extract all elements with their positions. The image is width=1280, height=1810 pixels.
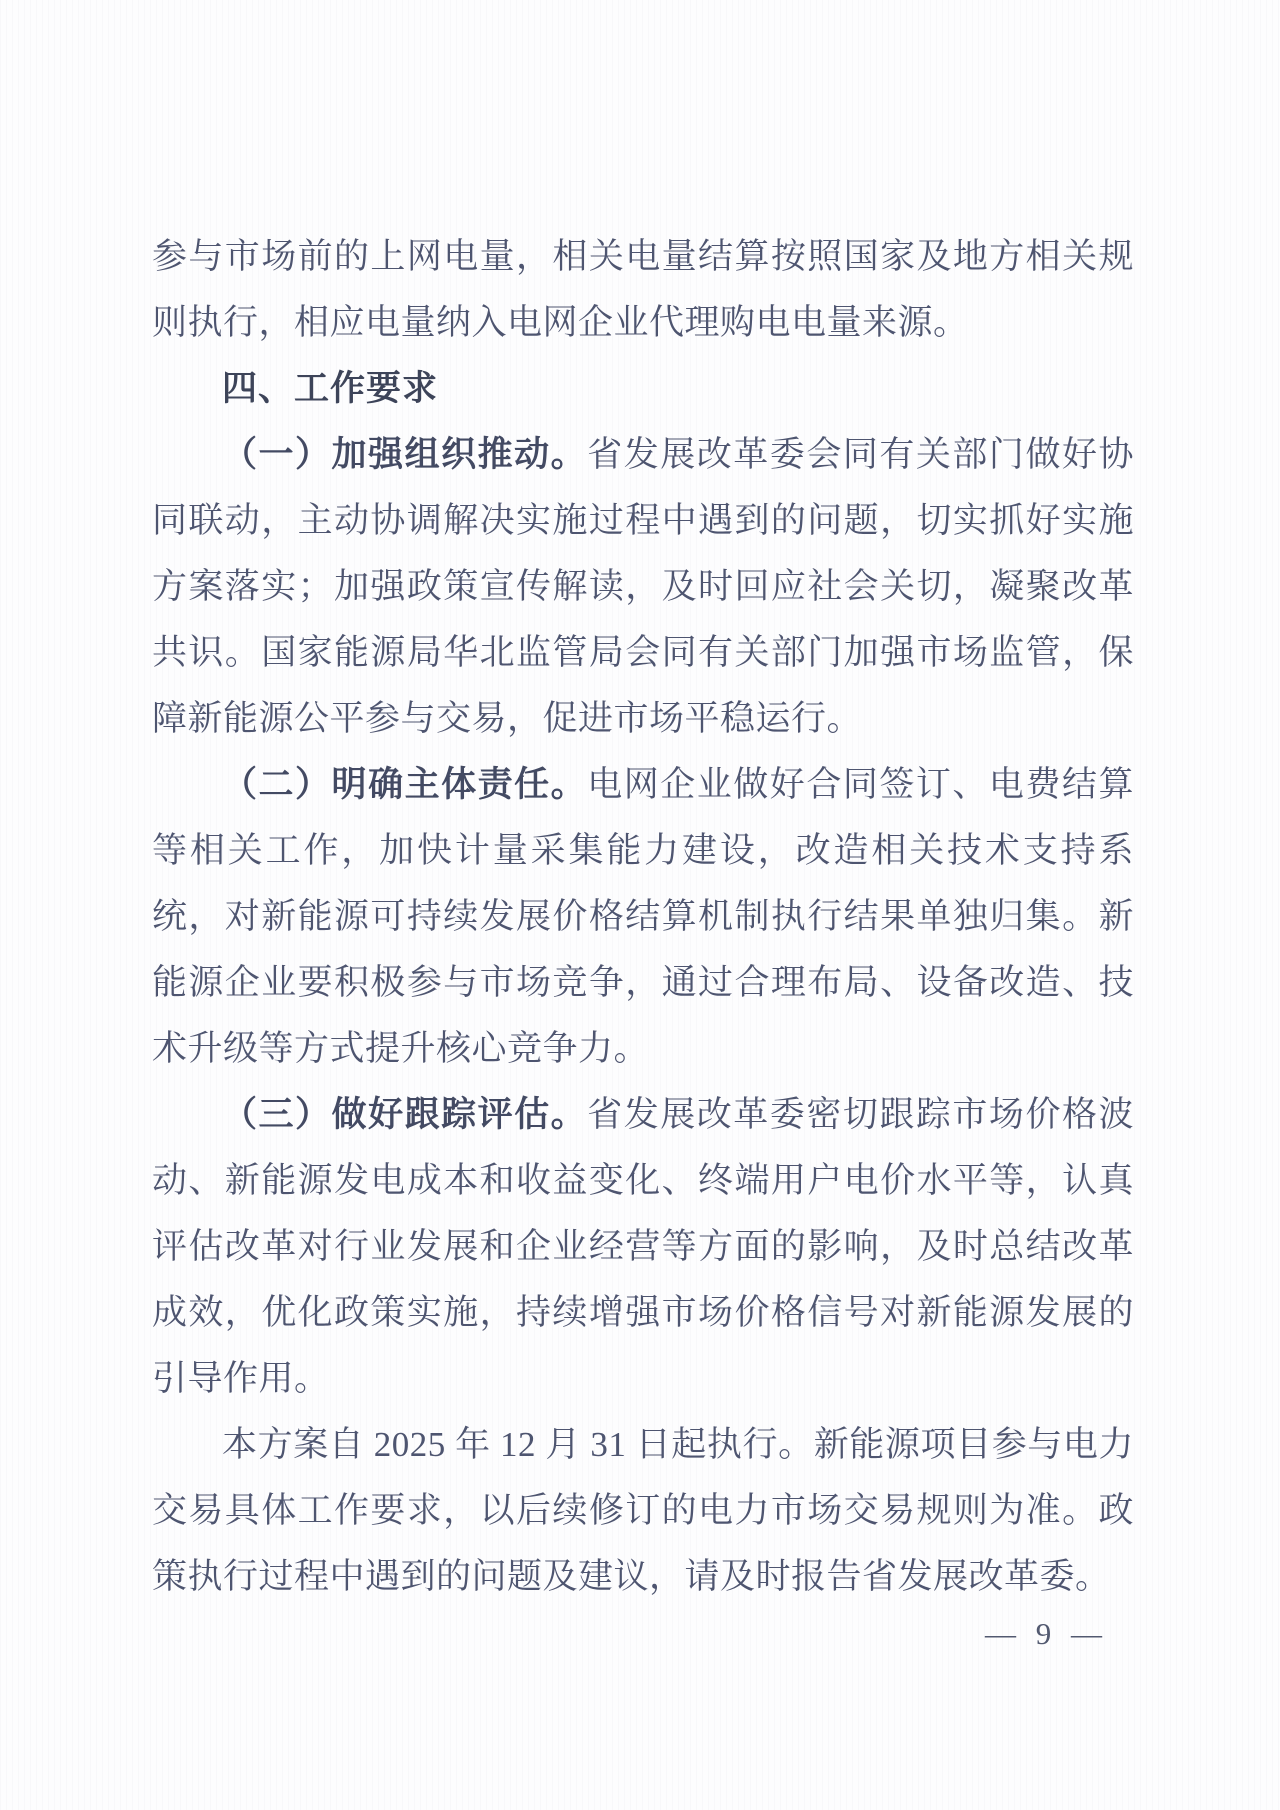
page-number: — 9 — xyxy=(985,1616,1108,1651)
paragraph-text: 电网企业做好合同签订、电费结算等相关工作，加快计量采集能力建设，改造相关技术支持系统，对新能源可持续发展价格结算机制执行结果单独归集。新能源企业要积极参与市场竞争，通过合理布局、设备改造、技术升级等方式提升核心竞争力。 xyxy=(152,765,1134,1068)
paragraph-text: 省发展改革委密切跟踪市场价格波动、新能源发电成本和收益变化、终端用户电价水平等，认真评估改革对行业发展和企业经营等方面的影响，及时总结改革成效，优化政策实施，持续增强市场价格信号对新能源发展的引导作用。 xyxy=(152,1095,1134,1398)
paragraph xyxy=(152,752,1134,1082)
paragraph xyxy=(152,422,1134,752)
closing-paragraph: 本方案自 2025 年 12 月 31 日起执行。新能源项目参与电力交易具体工作要求，以后续修订的电力市场交易规则为准。政策执行过程中遇到的问题及建议，请及时报告省发展改革委。 xyxy=(152,1425,1134,1596)
paragraph-lead: （三）做好跟踪评估。 xyxy=(222,1095,588,1134)
document-body xyxy=(152,224,1134,1610)
section-heading: 四、工作要求 xyxy=(222,369,439,408)
paragraph xyxy=(152,1082,1134,1412)
continuation-paragraph: 参与市场前的上网电量，相关电量结算按照国家及地方相关规则执行，相应电量纳入电网企业代理购电电量来源。 xyxy=(152,237,1134,342)
paragraph-lead: （一）加强组织推动。 xyxy=(222,435,588,474)
paragraph-text: 省发展改革委会同有关部门做好协同联动，主动协调解决实施过程中遇到的问题，切实抓好实施方案落实；加强政策宣传解读，及时回应社会关切，凝聚改革共识。国家能源局华北监管局会同有关部门加强市场监管，保障新能源公平参与交易，促进市场平稳运行。 xyxy=(152,435,1134,738)
paragraph-lead: （二）明确主体责任。 xyxy=(222,765,588,804)
